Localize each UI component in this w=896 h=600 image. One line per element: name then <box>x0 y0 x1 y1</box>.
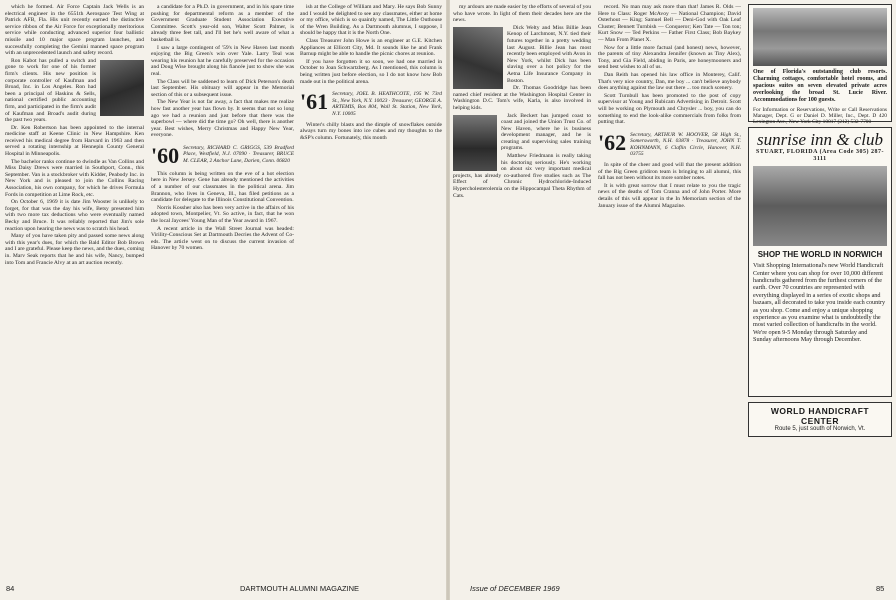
paragraph: Norris Kossher also has been very active in the affairs of his adopted town, Montpelier, Vt. So active, in fact, that he won the local Jaycees' Young Man of the Year award in 1967. <box>151 204 294 225</box>
column-5 <box>598 4 741 584</box>
paragraph: The Class will be saddened to learn of Dick Peterson's death last September. His obituary will appear in the Memorial section of this or a subsequent issue. <box>151 78 294 98</box>
class-officers: Secretary, ARTHUR W. HOOVER, 58 High St., Somersworth, N.H. 03878 · Treasurer, JOHN T. KOHNMANN, 6 Claflin Circle, Hanover, N.H. 03755 <box>630 131 741 158</box>
handicraft-center-address: Route 5, just south of Norwich, Vt. <box>774 426 866 432</box>
left-page-title: DARTMOUTH ALUMNI MAGAZINE <box>240 584 360 593</box>
class-year: '61 <box>300 91 329 115</box>
paragraph: Jack Beckert has jumped coast to coast and joined the Union Trust Co. of New Haven, where he is business development manager, and he is creating and supervising sales training programs. <box>501 112 591 152</box>
column-2 <box>151 4 294 584</box>
resort-ad-text: One of Florida's outstanding club resorts. Charming cottages, comfortable hotel rooms, and spacious suites on seven elevated private acres overlooking the broad St. Lucie River. Accommodations for 100 guests. <box>753 69 887 103</box>
paragraph: It is with great sorrow that I must relate to you the tragic news of the deaths of Tom Cranna and of John Porter. More details of this will appear in the In Memoriam section of the January issue of the Alumni Magazine. <box>598 182 741 209</box>
norwich-building-photo <box>753 166 887 246</box>
paragraph: ish at the College of William and Mary. He says Bob Sunny and I would be delighted to see any classmates, either at home or my office, which is so quaintly named, The Little Outhouse of the Wren Building. As a Dartmouth alumnus, I suppose, I should be happy that it is the North One. <box>300 4 442 37</box>
paragraph: The New Year is not far away, a fact that makes me realize how fast another year has flown by. It seems that not so long ago we had a reunion and just before that there was the superbowl — where did the time go? Oh well, there is another year. Best wishes, Merry Christmas and Happy New Year, everyone. <box>151 99 294 139</box>
paragraph: Many of you have taken pity and passed some news along with this year's dues, for which the Bald Editor Bob Brown and I are grateful. Please keep the news, and the dues, coming in. Marv Seak reports that he and his wife, Nancy, bumped into Tom and Francie Alvy at an art auction recently. <box>5 233 144 266</box>
class-year: '62 <box>598 131 627 155</box>
handicraft-center-ad <box>748 402 892 437</box>
resort-ad-address: For Information or Reservations, Write or Call Reservations Manager, Dept. G or Daniel D. Miller, Inc., Dept. D 420 Lexington Ave., New York City 10017 (212) 532-7700 <box>753 107 887 126</box>
paragraph: Scott Turnbull has been promoted to the post of copy supervisor at Young and Rubicam Advertising in Detroit. Scott will be working on Plymouth and Chrysler ... boy, you can do something to end the look-alike commercials from folks from putting that. <box>598 92 741 126</box>
sunrise-inn-logo: sunrise inn & club <box>756 130 884 149</box>
right-page-number: 85 <box>876 584 885 593</box>
paragraph: On October 6, 1969 it is date Jim Wooster is unlikely to forget, for that was the day his wife, Betsy presented him with two more tax deductions who were eventually named Becky and Bruce. It was reliably reported that Jim's sole reaction upon hearing the news was to scratch his head. <box>5 199 144 232</box>
shop-body: Visit Shopping International's new World Handicraft Center where you can shop for over 10,000 different handicrafts gathered from the furthest corners of the earth. Over 70 countries are represented with everything displayed in a series of exotic shops and bazaars, all decorated to take you inside each country as you shop. Come and enjoy a unique shopping experience as you examine what is undoubtedly the most varied collection of handicrafts in the world. We're open 9-5 Monday through Saturday and Sunday afternoons May through December. <box>753 262 886 344</box>
paragraph: Dan Reith has opened his law office in Monterey, Calif. That's very nice country, Dan, me boy ... can't believe anybody does anything against the law out there ... too much scenery. <box>598 71 741 92</box>
paragraph: record. No man may ask more than that! James R. Olds — Here to Class: Roger McAvoy — National Champion; David Osterhout — King; Samuel Bell — Deni-God with Oak Leaf Cluster; Bennett Turnbish — Conqueror; Ken Tate — Ton ton; Kurt Snow — Ted Perkins — Father First Class; Bob Baykey — Man From Planet X. <box>598 4 741 43</box>
class-heading-62 <box>598 132 741 158</box>
paragraph: Dr. Thomas Goodridge has been named chief resident at the Washington Hospital Center in Washington D.C. Tom's wife, Karla, is also involved in helping kids. <box>453 85 591 111</box>
class-officers: Secretary, RICHARD C. GRIGGS, 539 Bradford Place, Westfield, N.J. 07090 · Treasurer, BRUCE M. CLEAR, 2 Anchor Lane, Darien, Conn. 06820 <box>183 144 294 165</box>
paragraph: Dr. Ken Robertson has been appointed to the internal medicine staff at Keene Clinic in New Hampshire. Ken received his medical degree from Harvard in 1963 and then served a rotating internship at Hennepin County General Hospital in Minneapolis. <box>5 124 144 158</box>
ad-column <box>748 4 892 584</box>
sunrise-inn-location: STUART, FLORIDA (Area Code 305) 287-3111 <box>756 149 884 162</box>
paragraph: which he formed. Air Force Captain Jack Wells is an electrical engineer in the 6551th Aerospace Test Wing at Patrick AFB, Fla. His unit recently earned the distinctive service ribbon of the Air Force for exceptionally meritorious service while conducting advanced superior four ballistic missile and 10 major space program launches, and successfully completing the Gemini manned space program with an unprecedented launch and safety record. <box>5 4 144 57</box>
paragraph: Now for a little more factual (and honest) news, however, the parents of tiny Alexandra Jennifer (known as Tiny Alex), Tony, and Gia Field, abiding in Paris, are honeymooners and send best wishes to all of us. <box>598 44 741 71</box>
paragraph: If you have forgotten it so soon, we had one married in October to Joan Schwartzberg. As I mentioned, this column is being written just before election, so I do not know how Bob made out in the political arena. <box>300 58 442 85</box>
class-heading-60 <box>151 145 294 167</box>
paragraph: Class Treasurer John Howe is an engineer at G.E. Kitchen Appliances at Ellicott City, Md. It sounds like he and Frank Barnup might be able to handle the picnic chores at reunion. <box>300 37 442 58</box>
portrait-photo <box>453 115 497 171</box>
paragraph: A recent article in the Wall Street Journal was headed: Virility-Conscious Set at Dartmouth Decries the Advent of Co-eds. The article went on to discuss the current invasion of Hanover by 70 women. <box>151 225 294 252</box>
shop-headline: SHOP THE WORLD IN NORWICH <box>757 250 883 260</box>
paragraph: Dick Welty and Miss Billie Jean Kenop of Larchmont, N.Y. tied their futures together in a pretty wedding last August. Billie Jean has most recently been employed with Avon in New York, whilst Dick has been slaving over a hot policy for the Aetna Life Insurance Company in Boston. <box>507 24 591 84</box>
resort-ad <box>748 4 892 126</box>
paragraph: I saw a large contingent of '59's in New Haven last month enjoying the Big Green's win over Yale. Larry Teal was wearing his reunion hat he carefully preserved for the occasion and Doug Wise brought along his fiancée just to show she was real. <box>151 44 294 77</box>
handicraft-center-title: WORLD HANDICRAFT CENTER <box>770 406 870 426</box>
portrait-photo <box>100 60 144 116</box>
paragraph: In spite of the cheer and good will that the present addition of the Big Green gridiron team is bringing to all alumni, this fall has not been without its more somber notes. <box>598 162 741 182</box>
paragraph: Matthew Friedmann is really taking his doctoring seriously. He's working on about six very important medical projects, has already co-authored five studies such as The Effect of Chronic Hydrochloride-Induced Hypercholesterolemia on the Hippocampal Theta Rhythm of Cats. <box>453 153 591 199</box>
paragraph: Ron Kabot has pulled a switch and gone to work for one of his former firm's clients. His new position is corporate controller of Kaufman and Broad, Inc. in Los Angeles. Ron had been a principal of Haskins & Sells, national certified public accounting firm, and participated in the firm's audit of Kaufman and Broad's audit during the past two years. <box>5 57 96 124</box>
class-year: '60 <box>151 144 180 167</box>
portrait-photo <box>453 27 503 89</box>
left-page-number: 84 <box>6 584 15 593</box>
sunrise-inn-ad <box>748 127 892 397</box>
paragraph: a candidate for a Ph.D. in government, and in his spare time pushing for departmental reform as a member of the Government Graduate Student Association Executive Committee. Scott's year-old son, Walter Scott Palmer, is already three feet tall, and I'll bet he's well aware of what a basketball is. <box>151 4 294 43</box>
paragraph: The bachelor ranks continue to dwindle as Van Collins and Miss Daisy Drews were married in Southport, Conn., this September. Van is a stockbroker with Kidder, Peabody Inc. in New York and is pleased to join the Collins Racing Association, his own company, for which he drives Formula Fords in competition at Lime Rock, etc. <box>5 158 144 198</box>
resort-photo <box>753 8 887 66</box>
paragraph: my ardours are made easier by the efforts of several of you who have wrote. In light of them their decades here are the news. <box>453 4 591 24</box>
page-gutter <box>446 0 450 600</box>
right-page-issue: Issue of DECEMBER 1969 <box>470 584 560 593</box>
class-officers: Secretary, JOEL B. HEATHCOTE, 195 W. 73rd St., New York, N.Y. 10023 · Treasurer, GEORGE A. ARTEMIS, Box 804, Wall St. Station, New York, N.Y. 10005 <box>332 91 442 117</box>
column-3 <box>300 4 442 584</box>
class-heading-61 <box>300 91 442 117</box>
paragraph: This column is being written on the eve of a hot election here in New Jersey. Gene has already mentioned the activities of a number of our classmates in the political arena. Jim Brannon, who lives in Geneva, Ill., has filed petitions as a candidate for delegate to the Illinois Constitutional Convention. <box>151 170 294 204</box>
column-1 <box>5 4 144 584</box>
paragraph: Winter's chilly blasts and the dimple of snowflakes outside always turn my bones into ice cubes and my thoughts to the &SP's column. Fortunately, this month <box>300 121 442 141</box>
column-4 <box>453 4 591 584</box>
